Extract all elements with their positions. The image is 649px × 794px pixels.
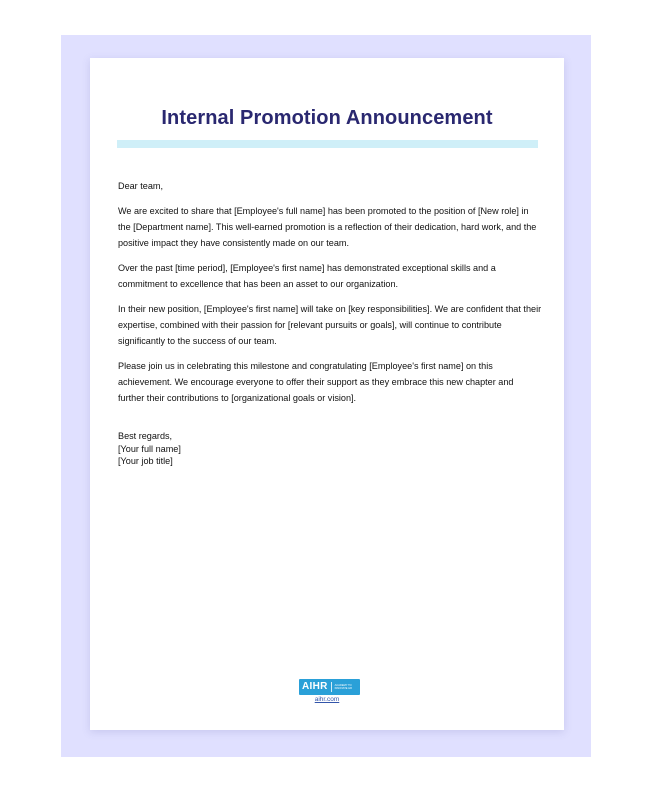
signature-title: [Your job title] — [118, 456, 173, 466]
document-title: Internal Promotion Announcement — [161, 107, 493, 129]
closing: Best regards, — [118, 431, 173, 441]
letter-body — [118, 178, 542, 415]
greeting: Dear team, — [118, 181, 163, 191]
document-page — [90, 58, 564, 730]
logo-text: AIHR — [302, 681, 328, 692]
paragraph-4: Please join us in celebrating this milestone and congratulating [Employee's first name] on this achievement. We encourage everyone to offer their support as they embrace this new chapter and further their contributions to [organizational goals or vision]. — [118, 361, 514, 403]
logo-tagline: ACADEMY TO INNOVATE HR — [334, 683, 352, 690]
paragraph-1: We are excited to share that [Employee's full name] has been promoted to the position of [New role] in the [Department name]. This well-earned promotion is a reflection of their dedication, hard work, and the positive impact they have consistently made on our team. — [118, 206, 537, 248]
title-underline-bar — [117, 140, 538, 148]
footer-url-link[interactable]: aihr.com — [314, 695, 340, 703]
signature-name: [Your full name] — [118, 443, 181, 454]
logo-divider — [331, 682, 332, 692]
signoff-block — [118, 430, 418, 468]
aihr-logo — [299, 679, 360, 695]
paragraph-3: In their new position, [Employee's first name] will take on [key responsibilities]. We are confident that their expertise, combined with their passion for [relevant pursuits or goals], will continue to contribute significantly to the success of our team. — [118, 304, 542, 346]
footer-logo — [299, 676, 355, 703]
paragraph-2: Over the past [time period], [Employee's first name] has demonstrated exceptional skills and a commitment to excellence that has been an asset to our organization. — [118, 263, 496, 289]
